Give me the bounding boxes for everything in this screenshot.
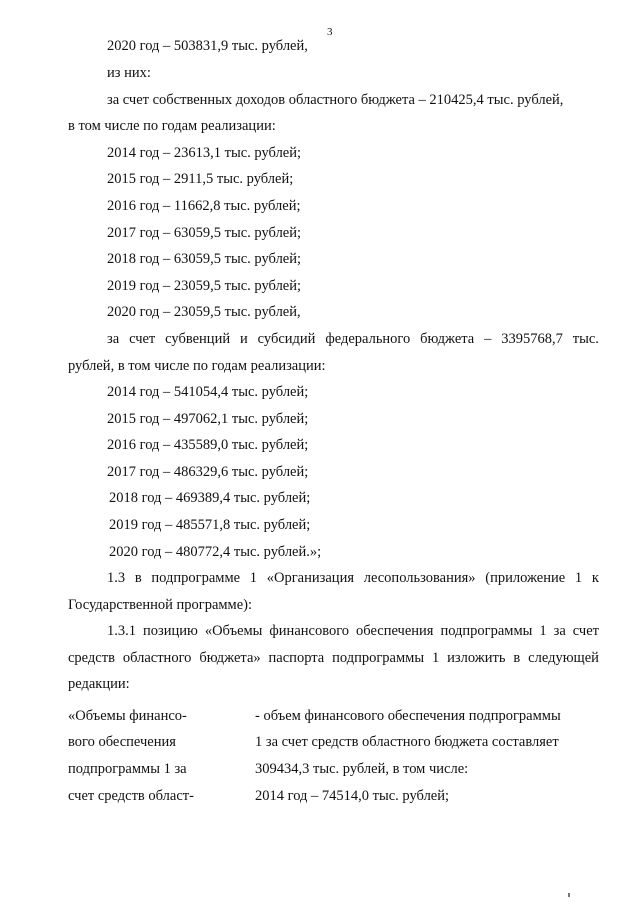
table-right-cell-line: 1 за счет средств областного бюджета составляет	[255, 734, 559, 750]
word: 1.3	[107, 570, 126, 586]
word: и	[239, 331, 248, 347]
text-line-of-them: из них:	[107, 65, 151, 81]
word: 1.3.1	[107, 623, 136, 639]
word: к	[591, 570, 599, 586]
text-line-item-1-3-1	[107, 622, 599, 640]
text-line-regional-budget	[68, 649, 599, 667]
word: «Организация	[266, 570, 354, 586]
word: подпрограммы	[332, 650, 425, 666]
word: следующей	[528, 650, 599, 666]
word: тыс.	[572, 331, 599, 347]
table-right-cell-line: - объем финансового обеспечения подпрограммы	[255, 708, 561, 724]
text-line-own-2017: 2017 год – 63059,5 тыс. рублей;	[107, 225, 302, 241]
scan-edge-mark	[568, 893, 570, 897]
text-line-by-years: в том числе по годам реализации:	[68, 118, 276, 134]
word: обеспечения	[356, 623, 434, 639]
word: счет	[572, 623, 599, 639]
text-line-own-revenues: за счет собственных доходов областного бюджета – 210425,4 тыс. рублей,	[107, 92, 564, 108]
word: 3395768,7	[501, 331, 563, 347]
word: подпрограмме	[151, 570, 241, 586]
word: в	[134, 570, 142, 586]
table-left-cell-line: вого обеспечения	[68, 734, 176, 750]
text-line-own-2016: 2016 год – 11662,8 тыс. рублей;	[107, 198, 301, 214]
word: –	[484, 331, 492, 347]
text-line-own-2015: 2015 год – 2911,5 тыс. рублей;	[107, 171, 294, 187]
text-line-federal-2016: 2016 год – 435589,0 тыс. рублей;	[107, 437, 309, 453]
text-line-federal-2018: 2018 год – 469389,4 тыс. рублей;	[109, 490, 311, 506]
text-line-own-2019: 2019 год – 23059,5 тыс. рублей;	[107, 278, 302, 294]
table-right-cell-line: 2014 год – 74514,0 тыс. рублей;	[255, 788, 450, 804]
word: лесопользования»	[363, 570, 476, 586]
word: бюджета»	[199, 650, 261, 666]
word: финансового	[269, 623, 350, 639]
word: 1	[431, 650, 440, 666]
text-line-own-2018: 2018 год – 63059,5 тыс. рублей;	[107, 251, 302, 267]
text-line-federal-subsidies	[107, 330, 599, 348]
word: бюджета	[420, 331, 475, 347]
word: подпрограммы	[440, 623, 533, 639]
text-line-federal-2020: 2020 год – 480772,4 тыс. рублей.»;	[109, 544, 322, 560]
text-line-federal-2019: 2019 год – 485571,8 тыс. рублей;	[109, 517, 311, 533]
word: 1	[249, 570, 258, 586]
word: средств	[68, 650, 115, 666]
word: счет	[129, 331, 156, 347]
text-line-federal-2017: 2017 год – 486329,6 тыс. рублей;	[107, 464, 309, 480]
text-line-own-2020: 2020 год – 23059,5 тыс. рублей,	[107, 304, 301, 320]
table-left-cell-line: подпрограммы 1 за	[68, 761, 187, 777]
table-left-cell-line: счет средств област-	[68, 788, 194, 804]
text-line-federal-by-years: рублей, в том числе по годам реализации:	[68, 358, 326, 374]
table-right-cell-line: 309434,3 тыс. рублей, в том числе:	[255, 761, 469, 777]
word: паспорта	[268, 650, 325, 666]
word: за	[107, 331, 120, 347]
text-line-federal-2014: 2014 год – 541054,4 тыс. рублей;	[107, 384, 309, 400]
text-line-own-2014: 2014 год – 23613,1 тыс. рублей;	[107, 145, 302, 161]
word: субсидий	[257, 331, 316, 347]
text-line-state-program: Государственной программе):	[68, 597, 253, 613]
word: 1	[539, 623, 547, 639]
word: «Объемы	[204, 623, 263, 639]
word: областного	[122, 650, 192, 666]
text-line-edition: редакции:	[68, 676, 130, 692]
word: позицию	[142, 623, 198, 639]
word: субвенций	[165, 331, 231, 347]
word: изложить	[447, 650, 506, 666]
word: 1	[574, 570, 583, 586]
word: федерального	[325, 331, 411, 347]
text-line-item-1-3	[107, 569, 599, 587]
word: в	[513, 650, 521, 666]
text-line-2020-total: 2020 год – 503831,9 тыс. рублей,	[107, 38, 308, 54]
page-number: 3	[327, 26, 333, 38]
word: (приложение	[485, 570, 566, 586]
table-left-cell-line: «Объемы финансо-	[68, 708, 187, 724]
text-line-federal-2015: 2015 год – 497062,1 тыс. рублей;	[107, 411, 309, 427]
word: за	[553, 623, 566, 639]
